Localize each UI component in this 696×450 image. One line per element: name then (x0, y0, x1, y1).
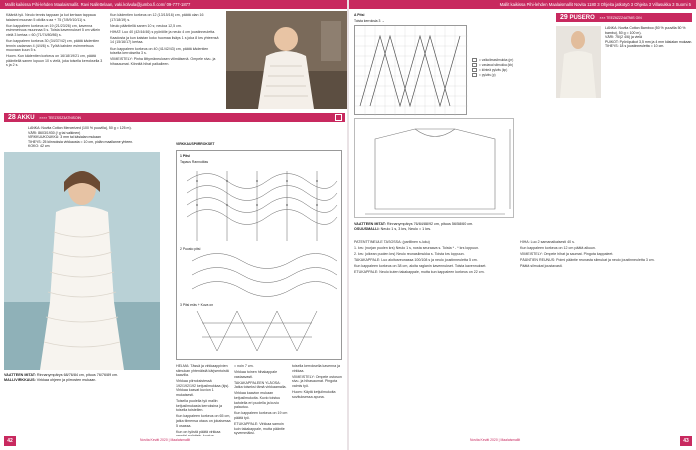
pattern-29-header (556, 13, 692, 22)
body-paragraph: toisella kerroksella kavenna ja virkkaa. (292, 364, 340, 373)
chart-graphic (177, 151, 343, 361)
body-paragraph: Virkkaa kaavion mukaan ketjusilmukoita. Kuvio toistuu kahdella eri puolella ja kuvio palautuu. (234, 391, 281, 410)
chart-legend (472, 58, 552, 78)
legend-item (472, 73, 552, 78)
body-paragraph: Huom: Käytä ketjuilmukoita sovituksessa apuna. (292, 389, 336, 399)
spec-line: TIHEYS: 18 s joustinneuletta = 10 cm. (605, 44, 665, 49)
measurements-text: Rinnanympärys 76/84/88/92 cm, pituus 56/58/60 cm. (386, 222, 474, 226)
legend-label: = kiinteä pylväs (kp) (479, 68, 508, 72)
page-number-left: 42 (4, 436, 16, 446)
spec-line: VÄRI: 75/(2 4/6) ja vielä (605, 35, 642, 40)
pattern-number: 28 (8, 114, 16, 121)
chart-subtitle-2: Tapaus Rannutäss (180, 160, 209, 164)
pattern-28-body-col-3 (292, 364, 344, 436)
pattern-29-body-col-1 (354, 240, 514, 434)
body-paragraph: VIIMEISTELY: Ompele ostoson sivu- ja hihasaumat. Pingota valmis työ. (292, 374, 342, 388)
knitting-chart-a (354, 25, 467, 115)
measurements-label: VAATTEEN MITAT: (354, 222, 386, 226)
body-paragraph: HIHA: Luo 2 samanaikaisesti 40 s. (520, 240, 575, 244)
body-paragraph: TAKAKAPPALEEN YLÄOSA: Jatka toiseksi tämä virkkaamalla. (234, 380, 287, 390)
body-paragraph: Kun kappaleen korkeus on 38 cm, aloita raglanin kavennukset. Toista kavennukset. (354, 264, 487, 269)
pattern-29-photo (556, 26, 601, 98)
body-paragraph: PATENTTINEULE TASOSSA: (parillinen s-luku) (354, 240, 430, 244)
stitch-label: MALLIVIRKKAUS: (4, 377, 36, 382)
crochet-chart-1 (176, 150, 342, 360)
pattern-number: 29 (560, 14, 568, 21)
legend-label: = vastaval silmukka (kb) (479, 63, 514, 67)
footer-left: Novita Kevät 2020 | Maalaismallit (140, 438, 191, 442)
legend-swatch (472, 68, 477, 71)
body-paragraph: 1. krs: (nurjan puolen krs) Neulo 1 s, nosta seuraava s. Toista * - * krs loppuun. (354, 246, 480, 251)
footer-right: Novita Kevät 2020 | Maalaismallit (470, 438, 521, 442)
body-paragraph: HELMA: Tässä ja virkkaappivien silmukan yhtenäistä kärjsentoistä kaavilla. (176, 364, 229, 378)
intro-paragraph: Kun kädentien korkeus on 12 (13/15/16) cm, päätä olan 16 (17/18/19) s. (110, 13, 204, 22)
pattern-29-body-col-2 (520, 240, 690, 434)
spec-line: LANKA: Novita Cotton Bamboo (50 % puuvilla 50 % bambu), 50 g = 100 m). (605, 26, 686, 35)
pattern-title: AKKU (17, 115, 35, 121)
pattern-28-measurements (4, 373, 162, 383)
body-paragraph: Kun kappaleen korkeus on 65 cm, jatka tiimensa otaus on jokaisessa 5 osassa. (176, 414, 231, 428)
spec-line: VIRKKUUKOUKKU: 3 mm tai käsialan mukaan (28, 135, 101, 140)
body-paragraph: = noin 7 cm. (234, 364, 254, 368)
body-paragraph: TAKAKAPPALE: Luo aloitusreunassa 100/108 s ja neulo joustinneuletta 5 cm. (354, 258, 478, 263)
intro-column-2 (110, 13, 220, 103)
pattern-28-body-col-1 (176, 364, 231, 436)
chart-title: VIRKKAUSPIIRROKSET (176, 142, 215, 146)
body-paragraph: Kun on työstä päätä virkkaa (176, 429, 221, 434)
pattern-28-body-col-2 (234, 364, 289, 436)
body-paragraph: ETUKAPPALE: Neulo kuten takakappale, mutta kun kappaleen korkeus on 22 cm. (354, 270, 485, 275)
pattern-title: PUSERO (569, 15, 595, 21)
intro-paragraph: Kun kappaleen korkeus on 19 (21/23/26) cm, kavenna esimmetruus muunnaa 5 s. Toista kavennukset 5 cm välein vielä 3 kertaa = 60 (71/74/80/86) s. (6, 23, 101, 37)
intro-paragraph: Huom. Kun kädentien korkeus on 16/18/19/21 cm, päätä pääntiellä sanen lopuun 10 s vielä, joka toisella kerroksella 3 s ja 2 s. (6, 54, 103, 68)
body-paragraph: Virkkaa piirroksistessä 192/192/192 ketjusilmukkaa (kjs). Virkkaa kasvat kuvion 1 mukaisesti. (176, 379, 230, 398)
pattern-28-header (4, 113, 345, 122)
body-paragraph: Kun kappaleen korkeus on 19 cm päätä työ. (234, 411, 288, 420)
chart-3-title: 3 Pitsi eräs + Kuva on (180, 303, 214, 307)
measurements-label: VAATTEEN MITAT: (4, 373, 36, 377)
spec-line: VÄRI: 8603/1930 (/ g tai valkinen) (28, 130, 81, 135)
page-spine (347, 0, 349, 450)
pattern-tag: ××× TEEZ6ZZZ4ATNIS OIN (599, 16, 642, 20)
chart-2-title: 2 Puusto pitsi (180, 247, 201, 251)
legend-swatch (472, 73, 477, 76)
pattern-29-measurements (354, 222, 692, 232)
legend-swatch (472, 58, 477, 61)
intro-paragraph: HIHAT: Luo 40 (42/44/46) s pyöröille ja neulo 4 cm joustinneuletta. (110, 29, 216, 34)
spec-line: TIHEYS: 25 kiinnoksia virkkausta = 10 cm, pidän maallanne yhteen. (28, 139, 134, 144)
body-paragraph: PÄÄNTIEN REUNUS: Poimi pääntie reunasta silmukat ja neulo joustinneuletta 3 cm. (520, 258, 655, 263)
photo-graphic (556, 26, 601, 98)
page-number-right: 43 (680, 436, 692, 446)
intro-paragraph: Neulo pääntiellä sanen 10 s; neuloa 12,5 cm. (110, 23, 182, 28)
chart-graphic (355, 26, 468, 116)
garment-schematic (354, 118, 514, 218)
measurements-text: Rinnanympärys 68/76/84 cm, pituus 76/76/89 cm. (36, 373, 119, 377)
schematic-graphic (355, 119, 515, 219)
needle-icon (335, 114, 342, 121)
left-page-header: Mallit kaikissa Pihi-lehden Maalaismallit. Ravi Nallettelaan, vaki.kolvula@jumbo.fi.com/ 09-777-1877 (0, 0, 347, 9)
intro-paragraph: Kun kappaleen korkeus 30 (34/37/42) cm, päätä kädentien tennin cadaman 4 (4/4/6) s. Työtä kahden esimmetruus muuvaan kuun 5 s. (6, 38, 100, 53)
body-paragraph: 2. krs: (oikean puolen krs) Neulo reunasilmukka s. Toista krs loppuun. (354, 252, 465, 257)
spec-line: LANKA: Novita Cotton Mercerized (100 % puuvilla), 50 g = 125 m). (28, 126, 132, 130)
pattern-29-specs (605, 26, 693, 49)
legend-label: = valkoilmasilmukka (pr) (479, 58, 514, 62)
spec-line: KOKO: 42 cm (28, 144, 50, 149)
legend-label: = pylväs (p) (479, 73, 496, 77)
body-paragraph: VIIMEISTELY: Ompele hihat ja saumat. Pingota kappaleet. (520, 252, 614, 257)
stitch-text: Neulo 1 s, 3 krs, Neulo = 1 krs. (380, 226, 432, 231)
chart-title: A Pitsi (354, 13, 365, 17)
body-paragraph: Päätä silmukat joustavasti. (520, 264, 563, 269)
product-photo-top (226, 11, 347, 109)
body-paragraph: Kun kappaleen korkeus on 12 cm päätä alkuun. (520, 246, 596, 251)
intro-paragraph: Kun kappaleen korkeus on 40 (41/42/43) cm, päätä kädentien toiselta kerrokselta 3 s. (110, 46, 209, 56)
photo-graphic (226, 11, 347, 109)
pattern-28-photo (4, 152, 160, 370)
pattern-tag: ×××× TEEZSSZ3ATNISOIN (39, 116, 81, 120)
photo-graphic (4, 152, 160, 370)
spec-line: PUIKOT: Pyöröpuikot 3,5 mm ja 4 mm käsialan mukaan. (605, 39, 693, 44)
stitch-text: Virkkaa ohjeen ja piirrosten mukaan. (36, 377, 97, 382)
body-paragraph: Toisella puolella työ mallin ketjusilmukasta kerroksina ja toisella toistellen. (176, 399, 222, 413)
body-paragraph: Virkkaa toinen hihakappale vastaavasti. (234, 370, 278, 379)
chart-subtitle: Toista kerroksia 3 → (354, 19, 385, 23)
intro-paragraph: VIIMEISTELY: Pinha liittymäneulosen viiimäisenä. Ompele sivu- ja hihasaumat. Kiinnitä hihat paikalleen. (110, 57, 216, 66)
intro-paragraph: Kääntä työ. Neulo tennis tappaan ja kut kertaan tappaua taiaiami muunan 5 oikilla s:aa + 75 (7/8/9/10/11) s. (6, 13, 96, 22)
right-page-header: Mallit kaikissa Pihi-lehden Maalaismallit Novita 1180 3 Ohjeita jatkotyö 3 Ohjeita 3 Villasukka 3 Suomi 5 (349, 0, 696, 9)
intro-column-1 (6, 13, 104, 103)
chart-subtitle: 1 Pitsi (180, 154, 190, 158)
intro-paragraph: Kaadosta ja kun kaistan koko huomaa lisäys 1 s joka 8 krs yhteensä 14 (15/16/17) kertaa. (110, 35, 219, 45)
body-paragraph: ETUKAPPALE: Virkkaa samoin kuin takakappale, mutta pääntie syvemmäksi. (234, 422, 285, 436)
legend-swatch (472, 63, 477, 66)
pattern-28-specs (28, 126, 168, 149)
stitch-label: OSUUSMALLI: (354, 226, 380, 231)
